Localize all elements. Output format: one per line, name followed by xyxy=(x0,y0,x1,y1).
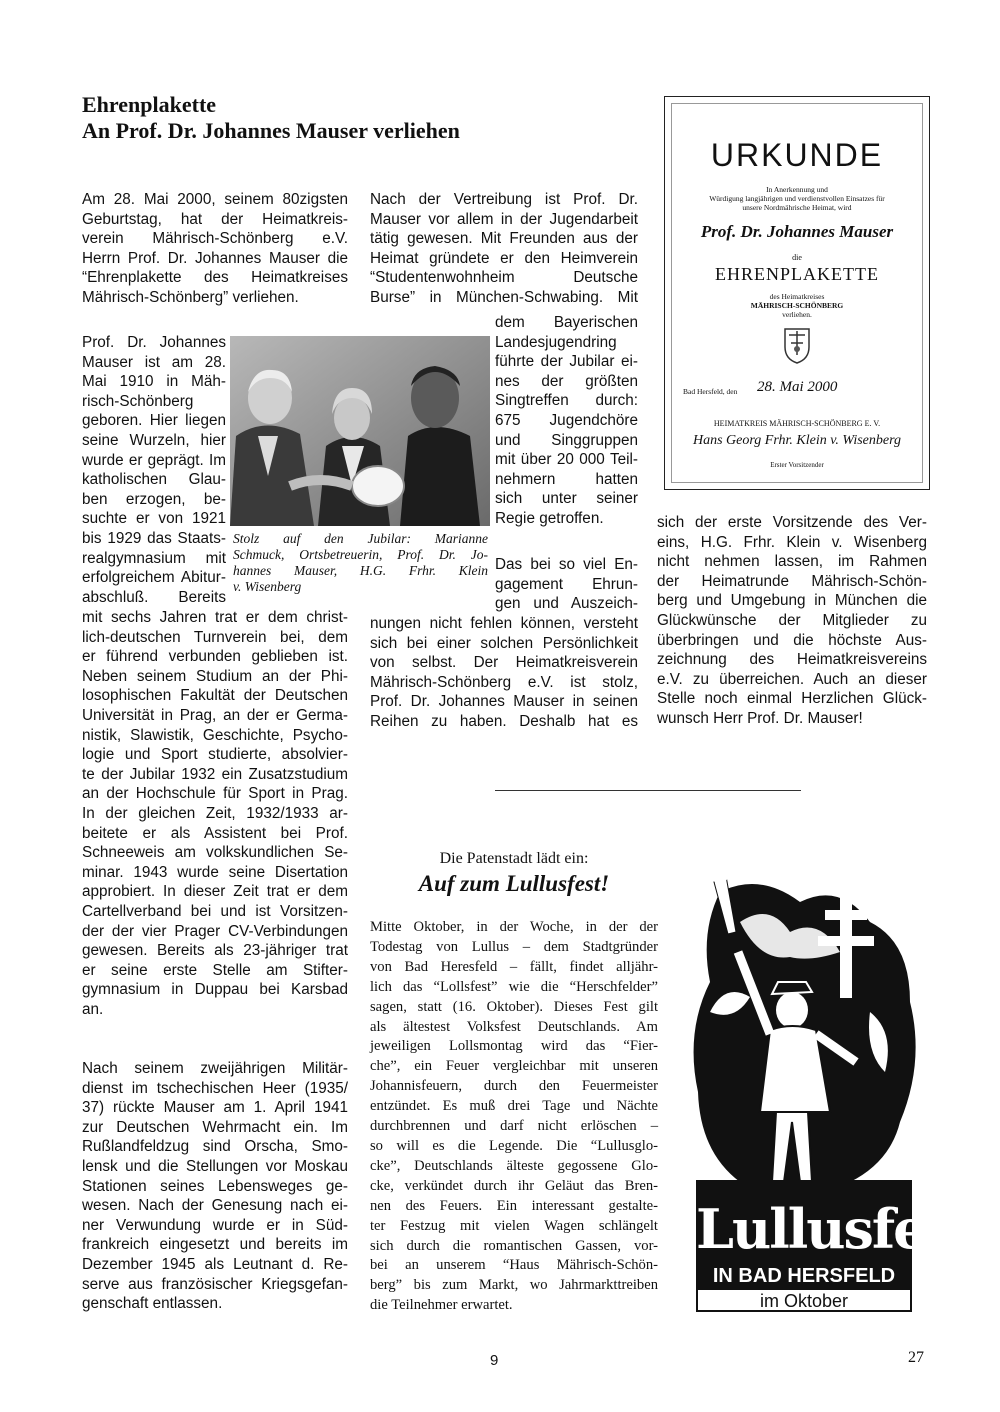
text-line: Prof. Dr. Johannes xyxy=(82,334,226,351)
text-line: te der Jubilar 1932 ein Zusatzstudium xyxy=(82,765,348,783)
text-line: der der vier Prager CV-Verbindungen xyxy=(82,922,348,940)
text-line: von selbst. Der Heimatkreisverein xyxy=(370,654,638,672)
text-line: Stelle noch einmal Herzlichen Glück- xyxy=(657,690,927,708)
jubilee-photo xyxy=(230,336,490,526)
certificate-place: Bad Hersfeld, den xyxy=(683,387,738,396)
text-line: wesen. Nach der Genesung nach ei- xyxy=(82,1197,348,1215)
text-line: ter Festzug mit vielen Wagen schlängelt xyxy=(370,1217,658,1234)
text-line: verein Mährisch-Schönberg e.V. xyxy=(82,230,348,248)
text-line: Das bei so viel En- xyxy=(495,556,638,573)
text-line: seine Wurzeln, hier xyxy=(82,431,226,449)
article2-title: Auf zum Lullusfest! xyxy=(418,871,610,896)
col1-main xyxy=(82,608,348,1019)
text-line: und Singgruppen xyxy=(495,431,638,449)
coat-of-arms-icon xyxy=(781,325,813,365)
certificate-des: des Heimatkreises xyxy=(769,292,825,301)
text-line: ner Verwundung wurde er in Süd- xyxy=(82,1216,348,1234)
text-line: gewesen. Bereits als 23-jähriger trat xyxy=(82,942,348,960)
text-line: katholischen Glau- xyxy=(82,471,226,489)
text-line: bei an unserem “Haus Mährisch-Schön- xyxy=(370,1257,658,1274)
text-line: zur Deutschen Wehrmacht ein. Im xyxy=(82,1118,348,1136)
text-line: gymnasium in Duppau bei Karsbad xyxy=(82,981,348,999)
certificate-signature: Hans Georg Frhr. Klein v. Wisenberg xyxy=(692,433,902,448)
certificate-chair: Erster Vorsitzender xyxy=(770,461,824,469)
certificate-name: Prof. Dr. Johannes Mauser xyxy=(700,222,894,241)
text-line: als ältestest Volksfest Deutschlands. Am xyxy=(370,1018,658,1035)
text-line: tätig gewesen. Mit Freunden aus der xyxy=(370,230,638,248)
text-line: Cartellverband bei und ist Vorsitzen- xyxy=(82,902,348,920)
text-line: Johannisfeuern, durch den Feuermeister xyxy=(370,1078,658,1095)
text-line: Mai 1910 in Mäh- xyxy=(82,373,226,391)
text-line: realgymnasium mit xyxy=(82,549,226,567)
certificate-date-handwritten: 28. Mai 2000 xyxy=(757,379,838,395)
caption-line: v. Wisenberg xyxy=(233,579,302,594)
text-line: berg und Umgebung in München die xyxy=(657,592,927,610)
text-line: Mährisch-Schönberg” verliehen. xyxy=(82,288,299,306)
text-line: sich der erste Vorsitzende des Ver- xyxy=(657,514,927,531)
text-line: che”, ein Feuer vergleichbar mit unseren xyxy=(370,1058,658,1075)
text-line: die Teilnehmer erwartet. xyxy=(370,1297,513,1314)
text-line: nistik, Slawistik, Geschichte, Psycho- xyxy=(82,726,348,744)
text-line: In der gleichen Zeit, 1932/1933 ar- xyxy=(82,804,348,822)
text-line: Dezember 1945 als Leutnant d. Re- xyxy=(82,1255,348,1273)
text-line: Nach seinem zweijährigen Militär- xyxy=(82,1060,348,1077)
text-line: beitete er als Assistent bei Prof. xyxy=(82,824,348,842)
text-line: lensk und die Stellungen vor Moskau xyxy=(82,1157,348,1175)
text-line: dienst im tschechischen Heer (1935/ xyxy=(82,1079,348,1097)
col2-wrap2 xyxy=(495,555,638,614)
certificate-intro-line: Würdigung langjährigen und verdienstvollen Einsatzes für xyxy=(709,194,885,203)
text-line: Heimat gründete er den Heimverein xyxy=(370,249,638,267)
text-line: serve aus französischer Kriegsgefan- xyxy=(82,1275,348,1293)
text-line: zeichnung des Heimatkreisvereins xyxy=(657,651,927,669)
col3 xyxy=(657,513,927,729)
text-line: Reihen zu haben. Deshalb hat es xyxy=(370,712,638,730)
text-line: lich-deutschen Turnverein bei, dem xyxy=(82,628,348,646)
text-line: wunsch Herr Prof. Dr. Mauser! xyxy=(657,709,863,727)
text-line: er seine erste Stelle am Stifter- xyxy=(82,961,348,979)
text-line: gagement Ehrun- xyxy=(495,575,638,593)
col2-main xyxy=(370,614,638,732)
text-line: sich unter seiner xyxy=(495,490,638,508)
text-line: Geburtstag, hat der Heimatkreis- xyxy=(82,210,348,228)
certificate-verliehen: verliehen. xyxy=(782,310,812,319)
headline-line-1: Ehrenplakette xyxy=(82,92,217,117)
text-line: e.V. zu überreichen. Auch an dieser xyxy=(657,670,927,688)
text-line: berg” bis zum Markt, wo Jahrmarkttreiben xyxy=(370,1277,658,1294)
certificate-award: EHRENPLAKETTE xyxy=(715,264,879,284)
text-line: eins, H.G. Frhr. Klein v. Wisenberg xyxy=(657,533,927,551)
text-line: dem Bayerischen xyxy=(495,314,638,331)
text-line: cke”, Deutschlands älteste gegossene Glo- xyxy=(370,1157,658,1174)
text-line: lich das “Lollsfest” wie die “Herschfelder” xyxy=(370,978,658,995)
text-line: risch-Schönberg xyxy=(82,392,194,410)
text-line: nungen nicht fehlen können, versteht xyxy=(370,615,638,632)
text-line: 37) rückte Mauser am 1. April 1941 xyxy=(82,1099,348,1117)
text-line: Mährisch-Schönberg e.V. ist stolz, xyxy=(370,673,638,691)
text-line: Herrn Prof. Dr. Johannes Mauser die xyxy=(82,249,348,267)
certificate-intro xyxy=(675,185,919,212)
text-line: Universität in Prag, an der er Germa- xyxy=(82,706,348,724)
text-line: von Bad Heresfeld – fällt, findet alljähr- xyxy=(370,958,658,975)
text-line: “Ehrenplakette des Heimatkreises xyxy=(82,269,348,287)
text-line: Mitte Oktober, in der Woche, in der der xyxy=(370,919,658,935)
text-line: Singtreffen durch: xyxy=(495,392,638,410)
text-line: Mauser ist am 28. xyxy=(82,353,226,371)
certificate-society: HEIMATKREIS MÄHRISCH-SCHÖNBERG E. V. xyxy=(713,419,881,428)
text-line: ben erzogen, be- xyxy=(82,490,226,508)
text-line: genschaft entlassen. xyxy=(82,1295,223,1313)
page-number-center: 9 xyxy=(490,1352,499,1369)
poster-title: Lullusfest xyxy=(696,1194,912,1264)
article2-body xyxy=(370,918,658,1316)
text-line: an der Hochschule für Sport in Prag. xyxy=(82,785,348,803)
text-line: gen und Auszeich- xyxy=(495,595,638,613)
certificate-image xyxy=(664,96,930,490)
text-line: “Studentenwohnheim Deutsche xyxy=(370,269,638,287)
text-line: sagen, statt (16. Oktober). Dieses Fest gilt xyxy=(370,998,658,1015)
certificate-intro-line: unsere Nordmährische Heimat, wird xyxy=(742,203,852,212)
certificate-die: die xyxy=(792,253,802,262)
text-line: Rußlandfeldzug sind Orscha, Smo- xyxy=(82,1138,348,1156)
text-line: Burse” in München-Schwabing. Mit xyxy=(370,288,638,306)
text-line: nicht nehmen lassen, im Rahmen xyxy=(657,553,927,571)
col2-wrap xyxy=(495,313,638,529)
text-line: Todestag von Lullus – dem Stadtgründer xyxy=(370,938,658,955)
text-line: er führend verbunden geblieben ist. xyxy=(82,648,348,666)
text-line: der Heimatrunde Mährisch-Schön- xyxy=(657,572,927,590)
text-line: Landesjugendring xyxy=(495,333,617,351)
text-line: minar. 1943 wurde seine Disertation xyxy=(82,863,348,881)
certificate-org: MÄHRISCH-SCHÖNBERG xyxy=(750,301,844,310)
col1-wrap xyxy=(82,333,226,607)
text-line: jeweiligen Lollsmontag wird das “Fier- xyxy=(370,1038,658,1055)
article2-kicker: Die Patenstadt lädt ein: xyxy=(439,850,589,867)
text-line: suchte er von 1921 xyxy=(82,510,226,528)
section-divider xyxy=(495,790,801,791)
text-line: cke, verkündet durch ihr Geläut das Bren- xyxy=(370,1177,658,1194)
text-line: an. xyxy=(82,1000,104,1018)
photo-illustration xyxy=(230,336,490,526)
text-line: approbiert. In dieser Zeit trat er dem xyxy=(82,883,348,901)
certificate-intro-line: In Anerkennung und xyxy=(766,185,828,194)
text-line: losophischen Fakultät der Deutschen xyxy=(82,687,348,705)
text-line: erfolgreichem Abitur- xyxy=(82,569,226,587)
article-headline xyxy=(82,92,460,144)
caption-line: Schmuck, Ortsbetreuerin, Prof. Dr. Jo- xyxy=(233,547,488,562)
col1-para2 xyxy=(82,1059,348,1314)
text-line: Mauser vor allem in der Jugendarbeit xyxy=(370,210,638,228)
text-line: abschluß. Bereits xyxy=(82,588,226,606)
headline-line-2: An Prof. Dr. Johannes Mauser verliehen xyxy=(82,118,460,143)
text-line: nen des Feuers. Ein interessant gestalte- xyxy=(370,1197,658,1214)
text-line: nehmern hatten xyxy=(495,470,638,488)
caption-line: hannes Mauser, H.G. Frhr. Klein xyxy=(233,563,488,578)
text-line: Neben seinem Studium an der Phi- xyxy=(82,667,348,685)
text-line: überbringen und die höchste Aus- xyxy=(657,631,927,649)
col1-intro xyxy=(82,190,348,308)
poster-line-2: IN BAD HERSFELD xyxy=(696,1264,912,1288)
text-line: sich durch die romantischen Gassen, vor- xyxy=(370,1237,658,1254)
certificate-title: URKUNDE xyxy=(710,137,884,173)
text-line: Schneeweis am volkskundlichen Se- xyxy=(82,844,348,862)
text-line: geboren. Hier liegen xyxy=(82,412,226,430)
text-line: sich bei einer solchen Persönlichkeit xyxy=(370,634,638,652)
text-line: mit über 20 000 Teil- xyxy=(495,451,638,469)
lullusfest-poster xyxy=(680,862,977,1324)
text-line: entzündet. Es muß drei Tage und Nächte xyxy=(370,1098,658,1115)
text-line: Am 28. Mai 2000, seinem 80zigsten xyxy=(82,191,348,208)
page-number-right: 27 xyxy=(908,1349,924,1366)
text-line: Prof. Dr. Johannes Mauser in seinen xyxy=(370,693,638,711)
text-line: führte der Jubilar ei- xyxy=(495,353,638,371)
text-line: 675 Jugendchöre xyxy=(495,411,638,429)
text-line: wurde er geprägt. Im xyxy=(82,451,226,469)
text-line: Nach der Vertreibung ist Prof. Dr. xyxy=(370,191,638,208)
text-line: nes der größten xyxy=(495,372,638,390)
text-line: logie und Sport studierte, absolvier- xyxy=(82,746,348,764)
text-line: Glückwünsche der Mitglieder zu xyxy=(657,611,927,629)
text-line: Regie getroffen. xyxy=(495,509,604,527)
poster-line-3: im Oktober xyxy=(696,1288,912,1312)
photo-caption xyxy=(233,531,488,595)
text-line: mit sechs Jahren trat er dem christ- xyxy=(82,609,348,626)
text-line: Stationen seines Lebensweges ge- xyxy=(82,1177,348,1195)
text-line: frankreich eingesetzt und bereits im xyxy=(82,1236,348,1254)
col2-top xyxy=(370,190,638,308)
text-line: bis 1929 das Staats- xyxy=(82,529,226,547)
caption-line: Stolz auf den Jubilar: Marianne xyxy=(233,531,488,546)
text-line: durchbrennen und darf nicht erlöschen – xyxy=(370,1118,658,1135)
text-line: so will es die Legende. Die “Lullusglo- xyxy=(370,1137,658,1154)
